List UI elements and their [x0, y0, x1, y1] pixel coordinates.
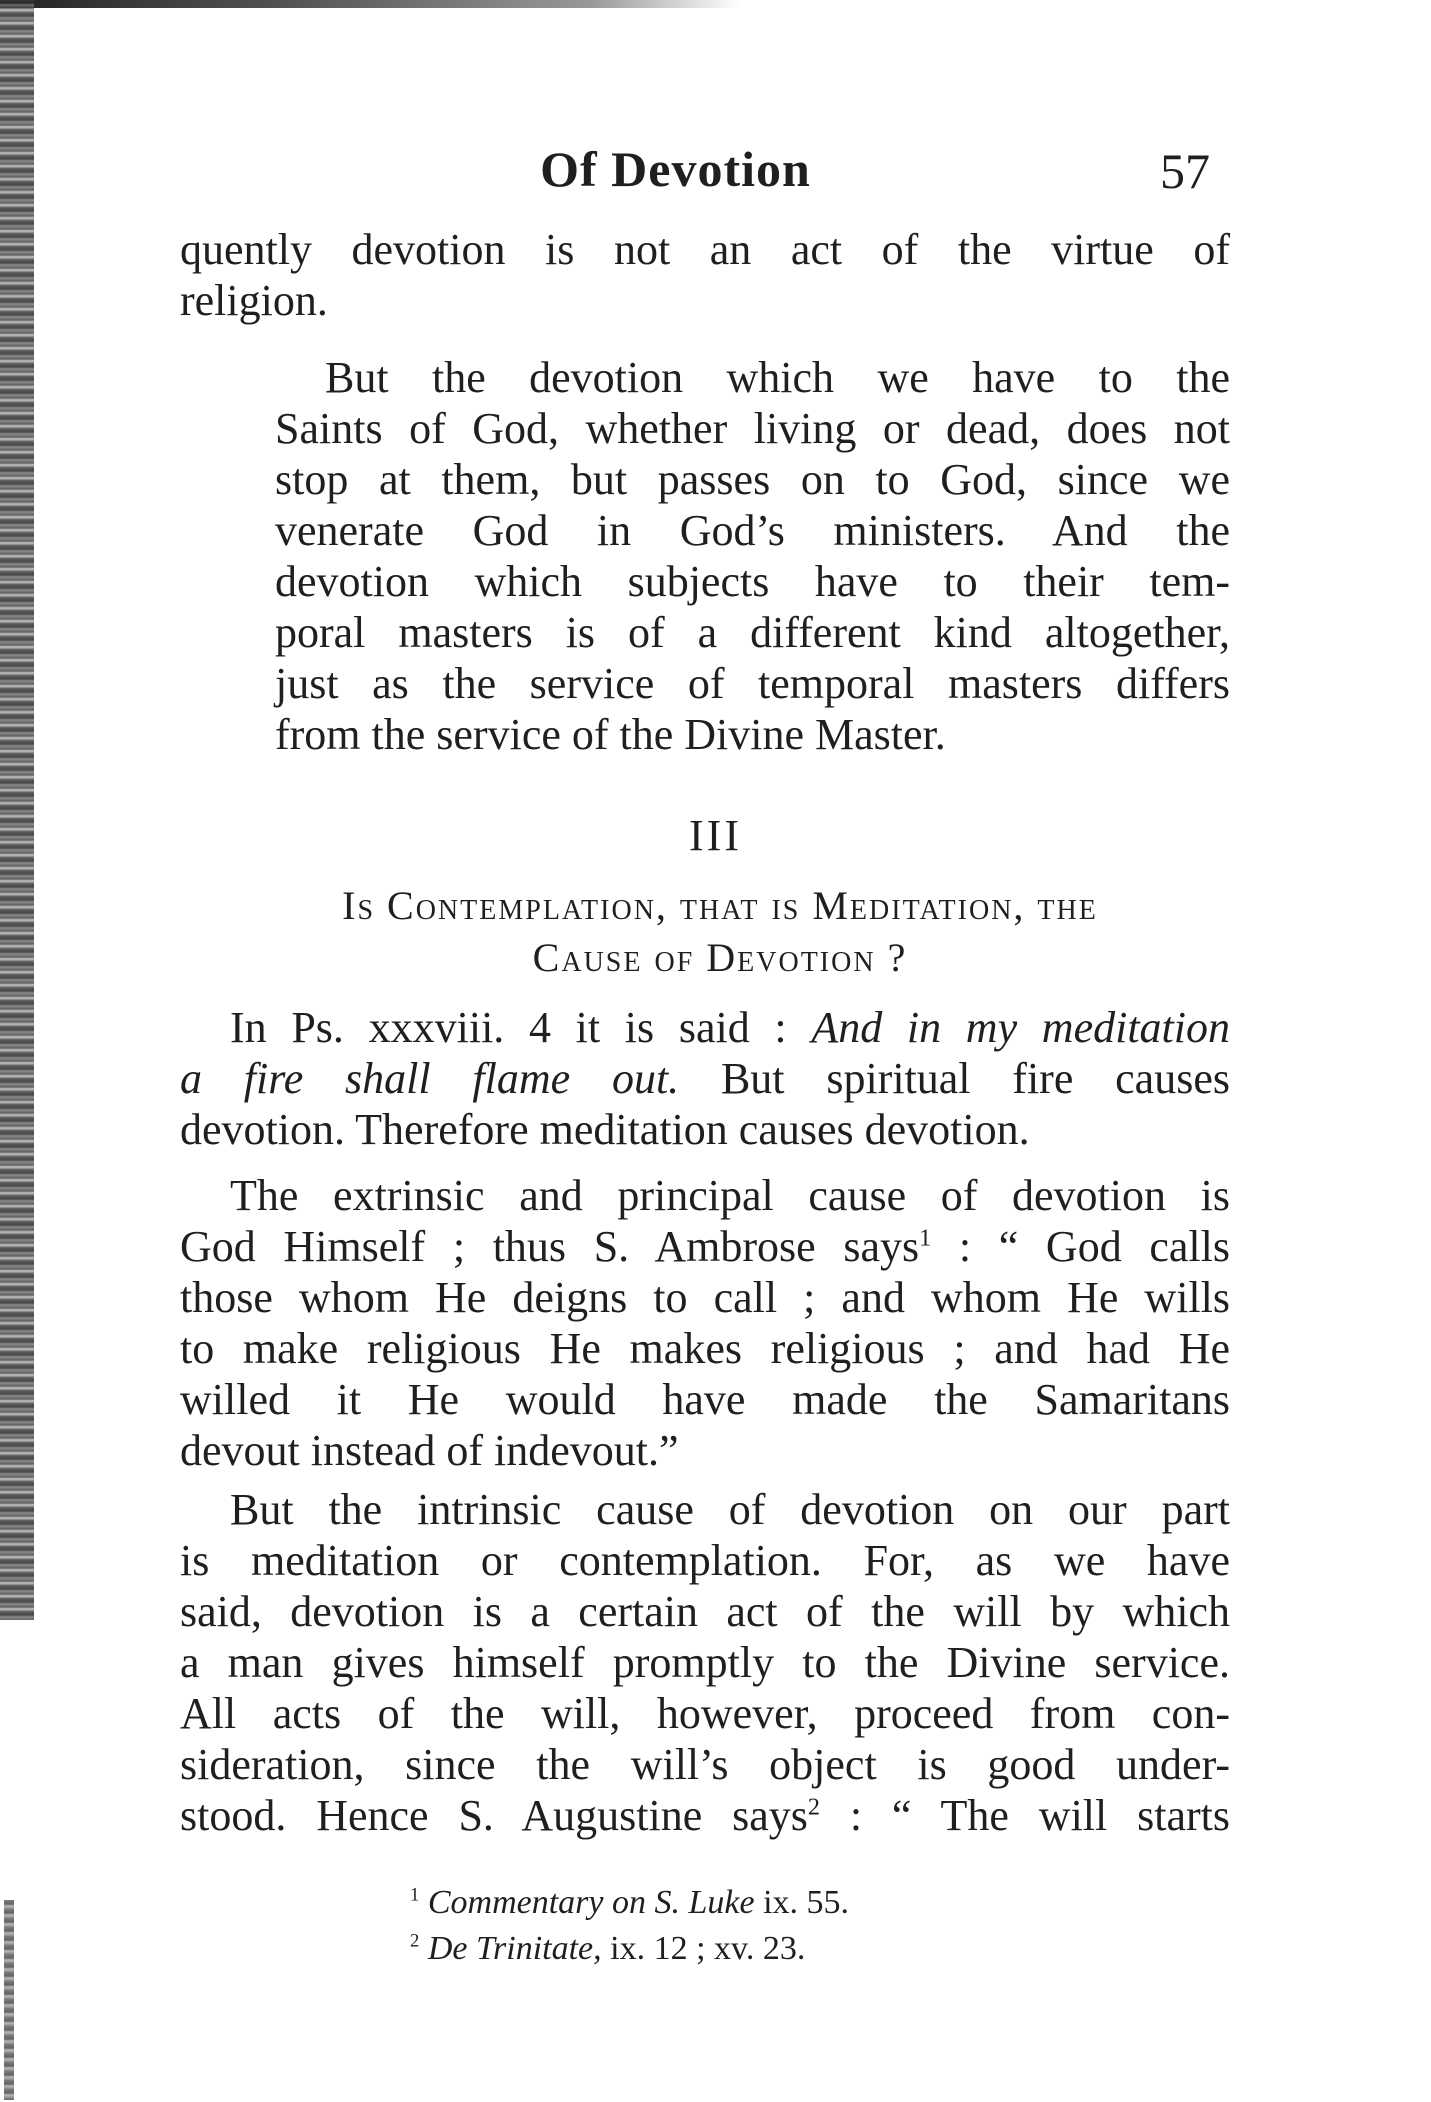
- text-line: quently devotion is not an act of the virtue of: [180, 225, 1230, 274]
- running-header-title: Of Devotion: [540, 141, 811, 197]
- footnote-title: De Trinitate,: [427, 1930, 602, 1967]
- text-line: willed it He would have made the Samaritans: [180, 1375, 1230, 1424]
- text-line: venerate God in God’s ministers. And the: [275, 506, 1230, 555]
- italic-quote: And in my meditation: [811, 1003, 1230, 1052]
- section-heading: [220, 880, 1220, 984]
- footnotes: [410, 1880, 849, 1972]
- footnote-ref-text: ix. 12 ; xv. 23.: [601, 1930, 806, 1967]
- section-heading-line: Is Contemplation, that is Meditation, the: [342, 883, 1098, 928]
- text-line: those whom He deigns to call ; and whom He wills: [180, 1273, 1230, 1322]
- text-line: But the devotion which we have to the: [325, 353, 1230, 402]
- text-line: Saints of God, whether living or dead, does not: [275, 404, 1230, 453]
- text-span: In Ps. xxxviii. 4 it is said :: [230, 1003, 812, 1052]
- text-line: All acts of the will, however, proceed from con-: [180, 1689, 1230, 1738]
- text-span: But spiritual fire causes: [679, 1054, 1230, 1103]
- text-line: But the intrinsic cause of devotion on our part: [230, 1485, 1230, 1534]
- text-line: religion.: [180, 276, 328, 325]
- text-line: [180, 1790, 1230, 1841]
- text-line: [180, 1053, 1230, 1104]
- text-span: stood. Hence S. Augustine says: [180, 1791, 808, 1840]
- footnote-marker: 2: [410, 1930, 420, 1952]
- paragraph-extrinsic-cause: [180, 1170, 1230, 1476]
- footnote-title: Commentary on S. Luke: [427, 1884, 755, 1921]
- paragraph-intrinsic-cause: [180, 1484, 1230, 1841]
- text-span: : “ God calls: [931, 1222, 1230, 1271]
- footnote: [410, 1926, 849, 1972]
- footnote-ref-text: ix. 55.: [754, 1884, 850, 1921]
- footnote-marker: 1: [410, 1884, 420, 1906]
- footnote-ref: 1: [919, 1224, 932, 1252]
- text-line: poral masters is of a different kind altogether,: [275, 608, 1230, 657]
- text-line: [180, 1221, 1230, 1272]
- text-line: [180, 1002, 1230, 1053]
- section-number: III: [689, 811, 742, 860]
- paragraph-continued: [180, 224, 1230, 326]
- text-line: devotion which subjects have to their tem-: [275, 557, 1230, 606]
- text-line: stop at them, but passes on to God, since we: [275, 455, 1230, 504]
- text-line: is meditation or contemplation. For, as we have: [180, 1536, 1230, 1585]
- text-line: said, devotion is a certain act of the will by which: [180, 1587, 1230, 1636]
- text-line: devotion. Therefore meditation causes devotion.: [180, 1105, 1030, 1154]
- text-line: from the service of the Divine Master.: [275, 710, 946, 759]
- text-line: just as the service of temporal masters differs: [275, 659, 1230, 708]
- text-line: The extrinsic and principal cause of devotion is: [230, 1171, 1230, 1220]
- text-line: sideration, since the will’s object is good under-: [180, 1740, 1230, 1789]
- page-number: 57: [1160, 143, 1210, 199]
- scan-binding-edge-lower: [4, 1900, 14, 2100]
- footnote: [410, 1880, 849, 1926]
- section-heading-line: Cause of Devotion ?: [532, 935, 908, 980]
- paragraph-psalm: [180, 1002, 1230, 1155]
- text-span: : “ The will starts: [819, 1791, 1230, 1840]
- scan-top-edge: [0, 0, 740, 8]
- text-line: to make religious He makes religious ; and had He: [180, 1324, 1230, 1373]
- text-line: a man gives himself promptly to the Divine service.: [180, 1638, 1230, 1687]
- text-span: God Himself ; thus S. Ambrose says: [180, 1222, 920, 1271]
- text-line: devout instead of indevout.”: [180, 1426, 679, 1475]
- footnote-ref: 2: [807, 1793, 820, 1821]
- paragraph-saints: [275, 352, 1230, 760]
- italic-quote: a fire shall flame out.: [180, 1054, 680, 1103]
